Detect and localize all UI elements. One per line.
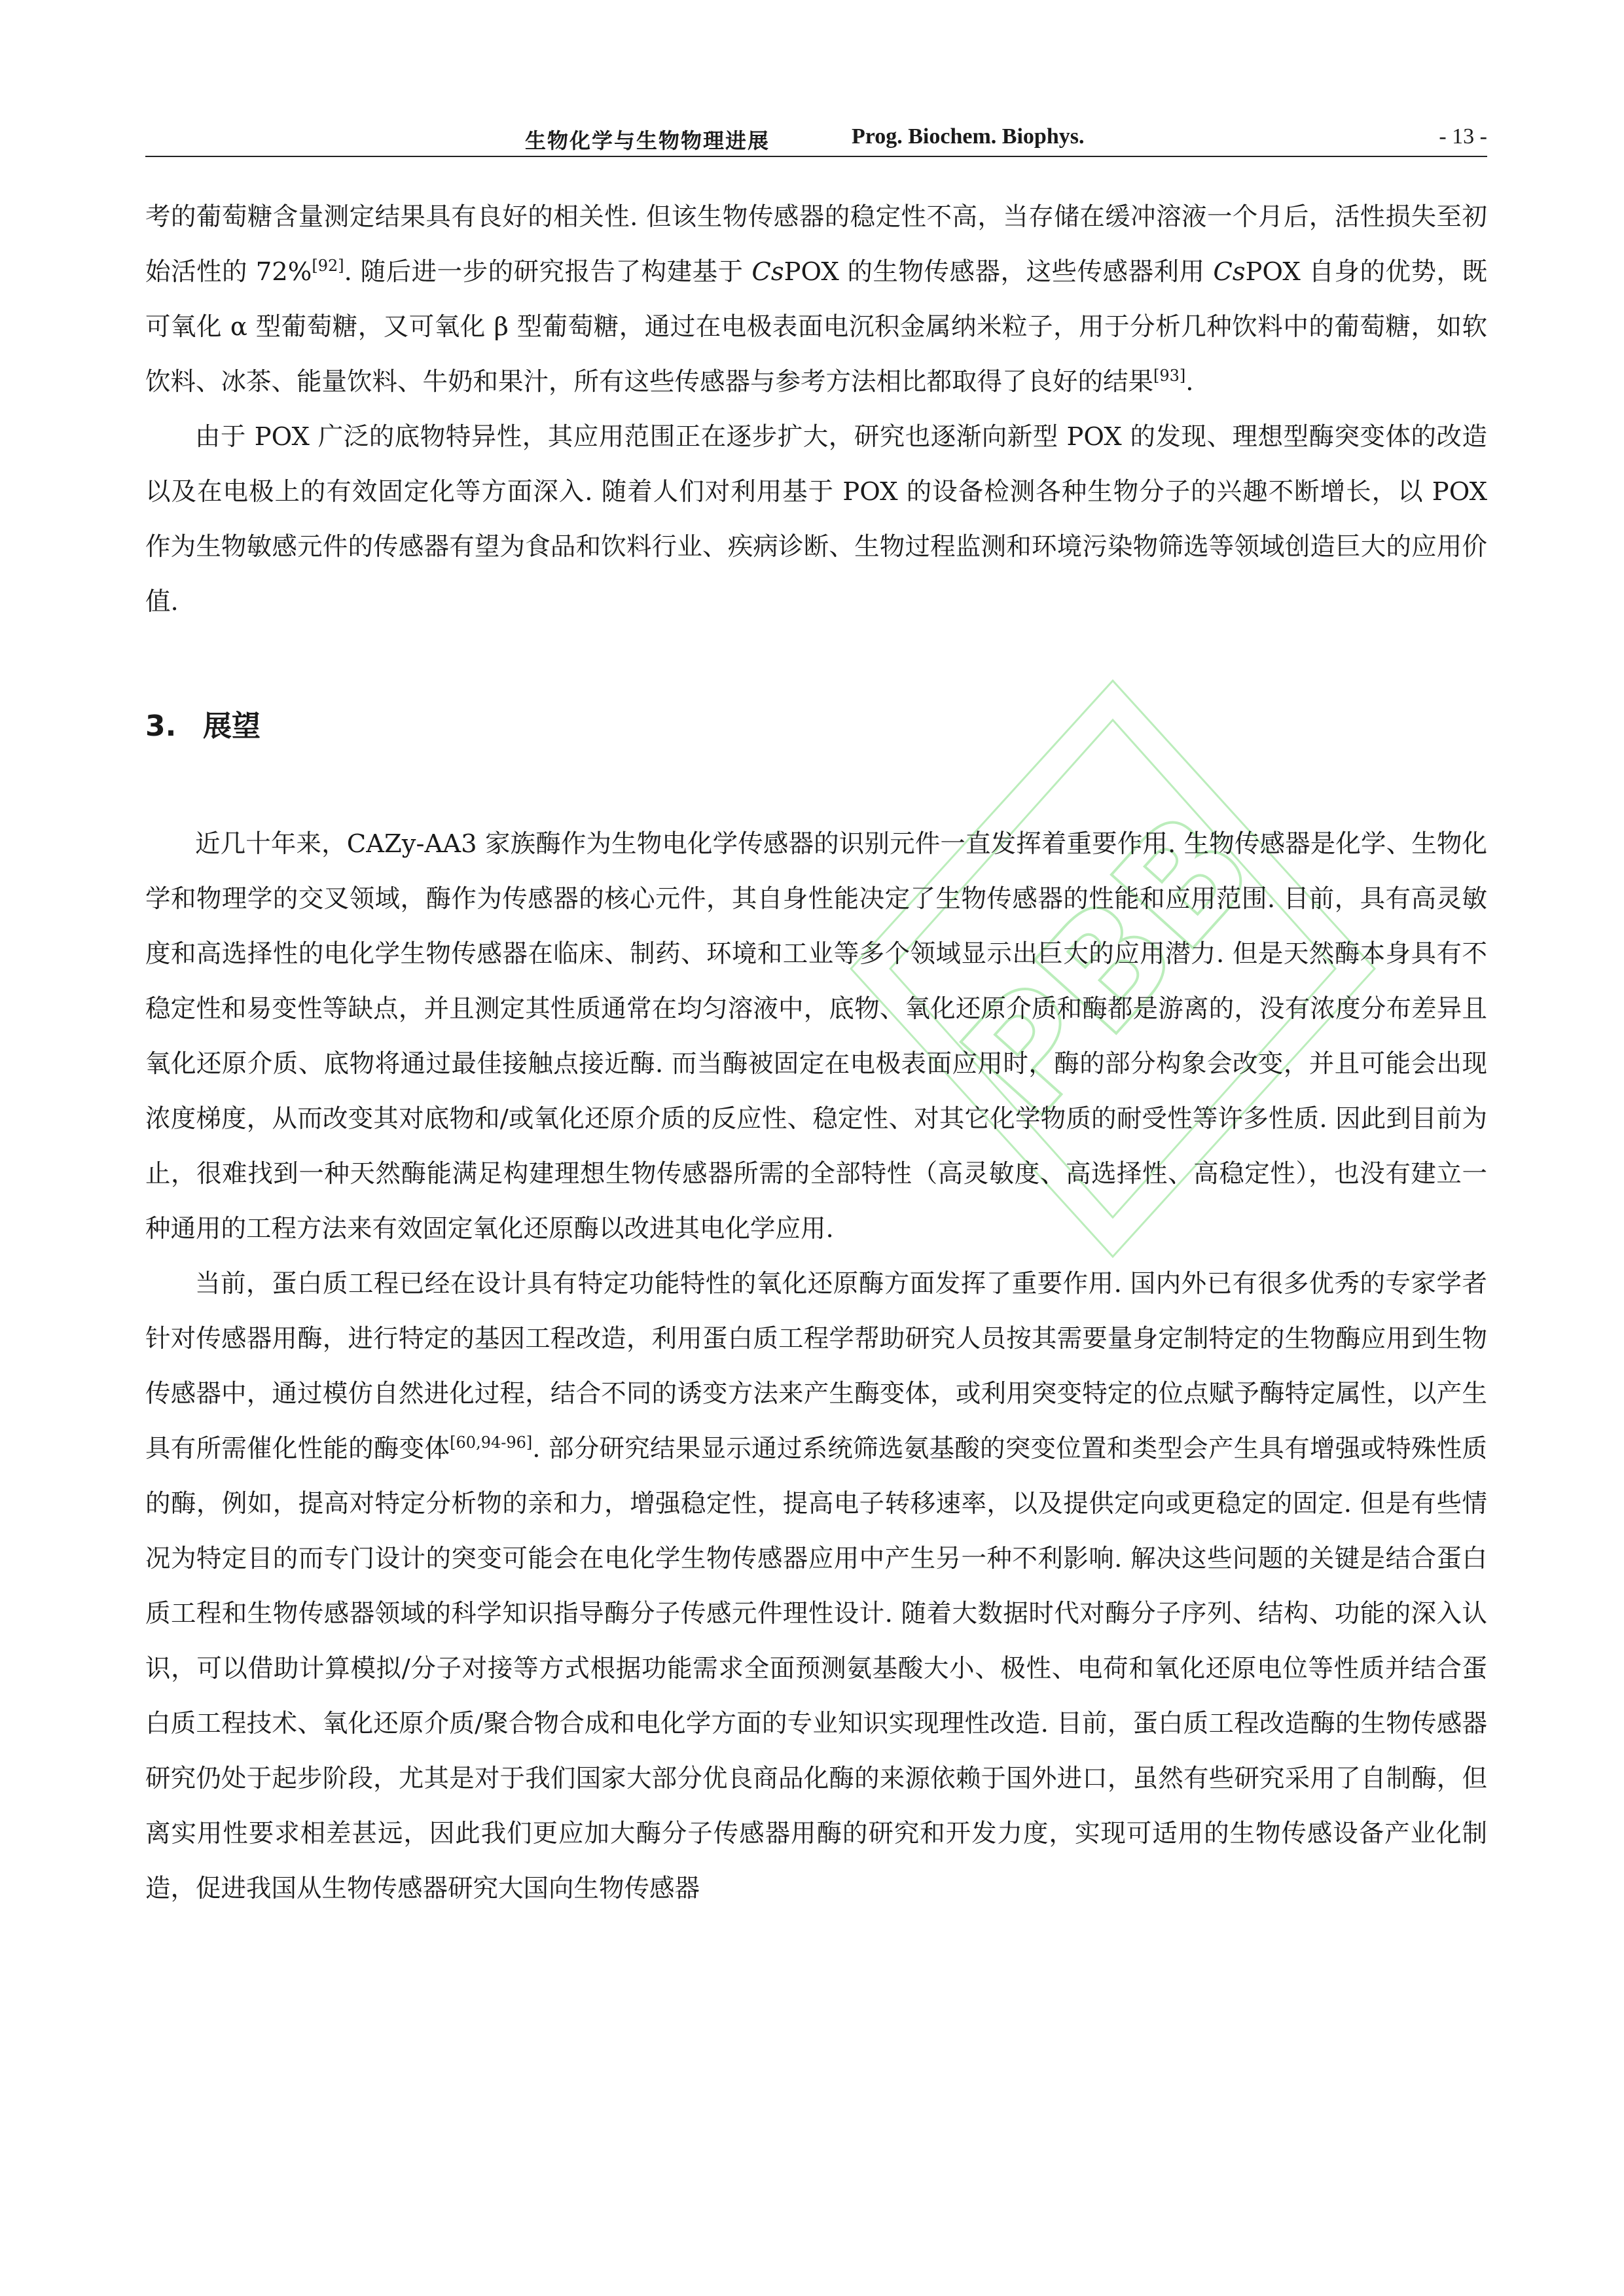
header-rule xyxy=(145,156,1487,157)
paragraph-pox-applications: 由于 POX 广泛的底物特异性，其应用范围正在逐步扩大，研究也逐渐向新型 POX 的发现、理想型酶突变体的改造以及在电极上的有效固定化等方面深入. 随着人们对利用基于 POX 的设备检测各种生物分子的兴趣不断增长，以 POX 作为生物敏感元件的传感器有望为食品和饮料行业、疾病诊断、生物过程监测和环境污染物筛选等领域创造巨大的应用价值. xyxy=(145,422,1487,617)
page-number: - 13 - xyxy=(1439,124,1487,149)
running-header xyxy=(145,124,1487,153)
watermark-text: PBB xyxy=(929,780,1288,1150)
section-title: 展望 xyxy=(203,709,261,743)
paragraph-continued: 考的葡萄糖含量测定结果具有良好的相关性. 但该生物传感器的稳定性不高，当存储在缓冲溶液一个月后，活性损失至初始活性的 72%[92]. 随后进一步的研究报告了构建基于 CsPOX 的生物传感器，这些传感器利用 CsPOX 自身的优势，既可氧化 α 型葡萄糖，又可氧化 β 型葡萄糖，通过在电极表面电沉积金属纳米粒子，用于分析几种饮料中的葡萄糖，如软饮料、冰茶、能量饮料、牛奶和果汁，所有这些传感器与参考方法相比都取得了良好的结果[93]. xyxy=(145,202,1487,397)
citation-92[interactable]: [92] xyxy=(312,257,344,276)
paragraph-protein-engineering: 当前，蛋白质工程已经在设计具有特定功能特性的氧化还原酶方面发挥了重要作用. 国内外已有很多优秀的专家学者针对传感器用酶，进行特定的基因工程改造，利用蛋白质工程学帮助研究人员按其需要量身定制特定的生物酶应用到生物传感器中，通过模仿自然进化过程，结合不同的诱变方法来产生酶变体，或利用突变特定的位点赋予酶特定属性，以产生具有所需催化性能的酶变体[60,94-96]. 部分研究结果显示通过系统筛选氨基酸的突变位置和类型会产生具有增强或特殊性质的酶，例如，提高对特定分析物的亲和力，增强稳定性，提高电子转移速率，以及提供定向或更稳定的固定. 但是有些情况为特定目的而专门设计的突变可能会在电化学生物传感器应用中产生另一种不利影响. 解决这些问题的关键是结合蛋白质工程和生物传感器领域的科学知识指导酶分子传感元件理性设计. 随着大数据时代对酶分子序列、结构、功能的深入认识，可以借助计算模拟/分子对接等方式根据功能需求全面预测氨基酸大小、极性、电荷和氧化还原电位等性质并结合蛋白质工程技术、氧化还原介质/聚合物合成和电化学方面的专业知识实现理性改造. 目前，蛋白质工程改造酶的生物传感器研究仍处于起步阶段，尤其是对于我们国家大部分优良商品化酶的来源依赖于国外进口，虽然有些研究采用了自制酶，但离实用性要求相差甚远，因此我们更应加大酶分子传感器用酶的研究和开发力度，实现可适用的生物传感设备产业化制造，促进我国从生物传感器研究大国向生物传感器 xyxy=(145,1269,1487,1903)
paragraph-outlook-intro: 近几十年来，CAZy-AA3 家族酶作为生物电化学传感器的识别元件一直发挥着重要作用. 生物传感器是化学、生物化学和物理学的交叉领域，酶作为传感器的核心元件，其自身性能决定了生物传感器的性能和应用范围. 目前，具有高灵敏度和高选择性的电化学生物传感器在临床、制药、环境和工业等多个领域显示出巨大的应用潜力. 但是天然酶本身具有不稳定性和易变性等缺点，并且测定其性质通常在均匀溶液中，底物、氧化还原介质和酶都是游离的，没有浓度分布差异且氧化还原介质、底物将通过最佳接触点接近酶. 而当酶被固定在电极表面应用时，酶的部分构象会改变，并且可能会出现浓度梯度，从而改变其对底物和/或氧化还原介质的反应性、稳定性、对其它化学物质的耐受性等许多性质. 因此到目前为止，很难找到一种天然酶能满足构建理想生物传感器所需的全部特性（高灵敏度、高选择性、高稳定性），也没有建立一种通用的工程方法来有效固定氧化还原酶以改进其电化学应用. xyxy=(145,829,1487,1244)
citation-60-94-96[interactable]: [60,94-96] xyxy=(450,1433,533,1452)
journal-title-english: Prog. Biochem. Biophys. xyxy=(852,124,1085,149)
journal-title-chinese: 生物化学与生物物理进展 xyxy=(525,128,770,153)
section-number: 3. xyxy=(145,709,177,743)
article-body xyxy=(145,190,1487,1916)
section-heading xyxy=(145,707,1487,746)
citation-93[interactable]: [93] xyxy=(1153,367,1186,386)
